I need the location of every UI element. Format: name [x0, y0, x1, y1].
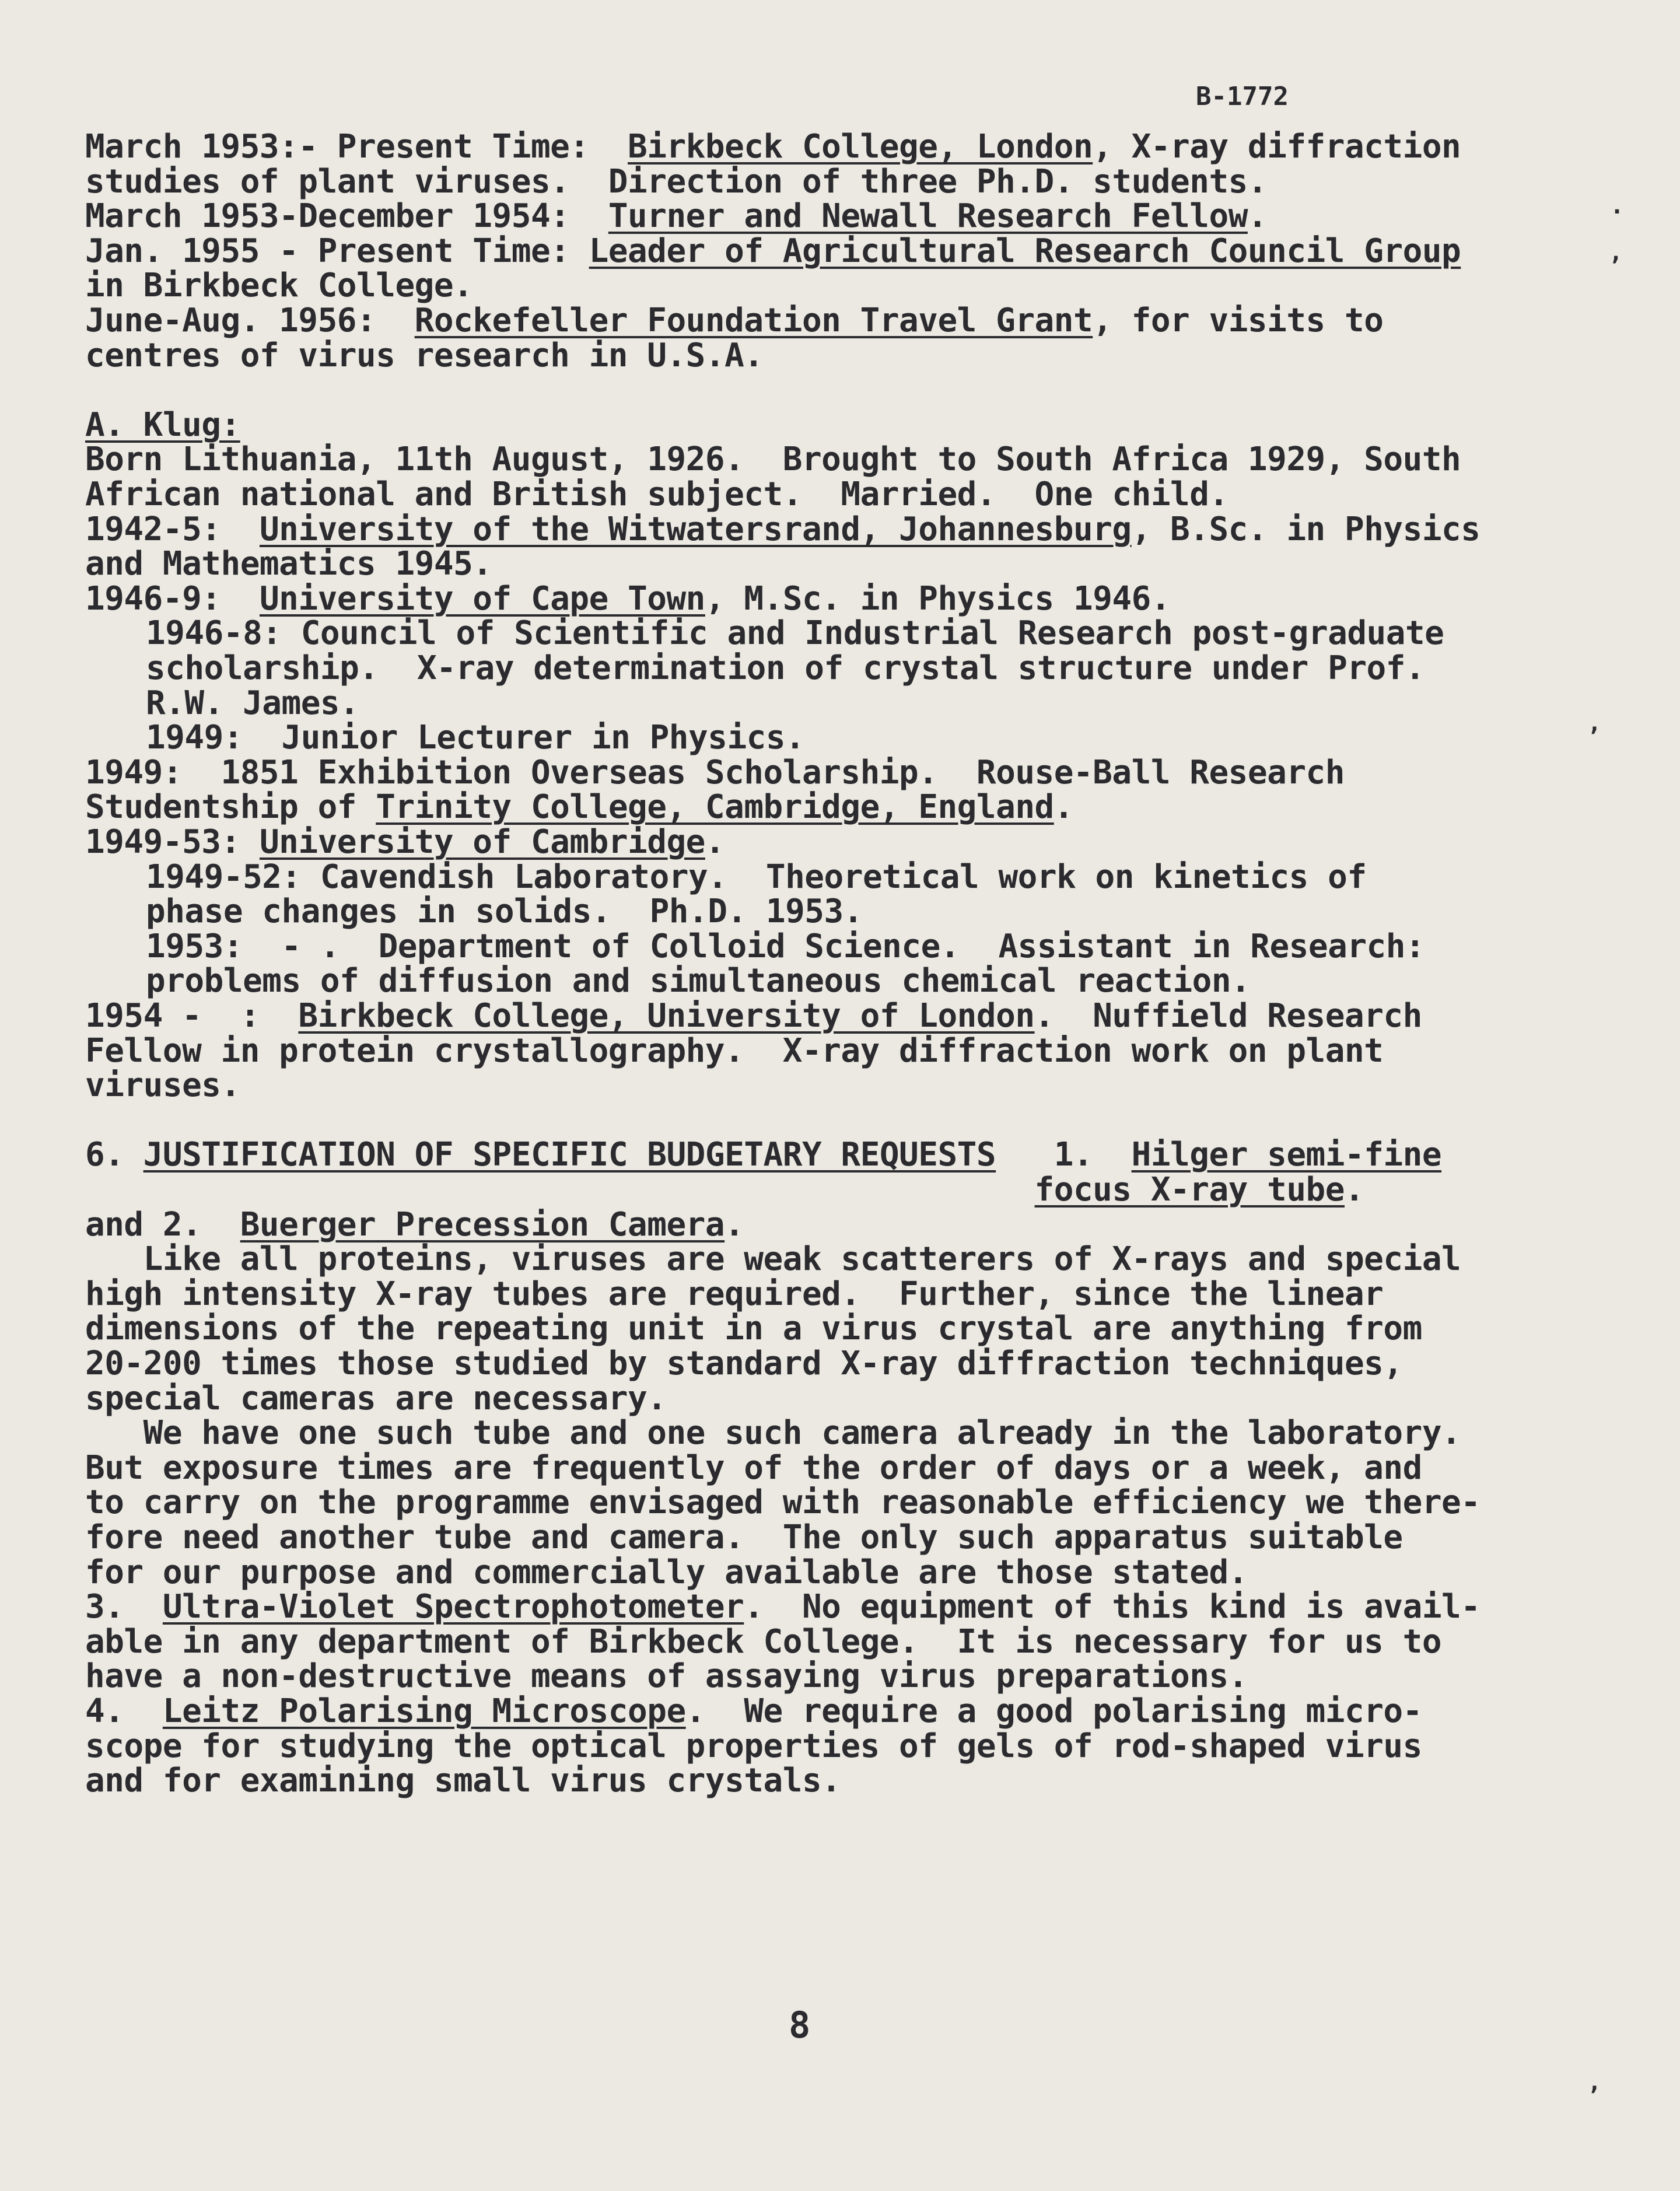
text-run: 1942-5: [85, 510, 260, 548]
text-line [85, 579, 1528, 618]
text-run: African national and British subject. Married. One child. [85, 475, 1228, 513]
text-run: Like all proteins, viruses are weak scatterers of X-rays and special [85, 1240, 1461, 1279]
text-line [146, 929, 1528, 964]
text-run: 1949-53: [85, 823, 260, 861]
text-run: 1946-9: [85, 579, 260, 618]
document-id: B-1772 [1196, 82, 1289, 111]
text-run: 3. [85, 1588, 163, 1626]
text-line [85, 790, 1528, 825]
text-run: studies of plant viruses. Direction of three Ph.D. students. [85, 162, 1268, 201]
text-run: high intensity X-ray tubes are required. Further, since the linear [85, 1275, 1384, 1313]
text-line [85, 1659, 1528, 1694]
text-run: R.W. James. [146, 684, 359, 722]
text-line [85, 1172, 1528, 1208]
text-run: , M.Sc. in Physics 1946. [705, 579, 1171, 618]
text-run: March 1953:- Present Time: [85, 128, 628, 166]
text-line [146, 616, 1528, 651]
underlined-text: Hilger semi-fine [1131, 1136, 1442, 1174]
text-run: We have one such tube and one such camera already in the laboratory. [85, 1414, 1461, 1452]
text-run: 1953: - . Department of Colloid Science. Assistant in Research: [146, 927, 1425, 965]
text-run: , B.Sc. in Physics [1131, 510, 1480, 548]
text-line [85, 1068, 1528, 1103]
text-line [85, 477, 1528, 512]
text-line [146, 651, 1528, 686]
text-run: scholarship. X-ray determination of crystal structure under Prof. [146, 649, 1425, 687]
text-line [85, 1694, 1528, 1729]
text-line [85, 547, 1528, 582]
text-run: 1954 - : [85, 997, 299, 1035]
underlined-text: Buerger Precession Camera [240, 1205, 725, 1244]
text-run: 1949: Junior Lecturer in Physics. [146, 719, 805, 757]
underlined-text: focus X-ray tube [1034, 1171, 1345, 1209]
underlined-text: JUSTIFICATION OF SPECIFIC BUDGETARY REQUESTS [143, 1136, 996, 1174]
text-line [85, 199, 1528, 234]
text-line [85, 755, 1528, 790]
underlined-text: Ultra-Violet Spectrophotometer [162, 1588, 744, 1626]
page-number: 8 [789, 2004, 811, 2046]
text-run: 1. [996, 1136, 1132, 1174]
text-run: March 1953-December 1954: [85, 197, 608, 236]
text-run: and for examining small virus crystals. [85, 1762, 841, 1800]
text-run: . We require a good polarising micro- [685, 1692, 1422, 1730]
text-run: for our purpose and commercially available are those stated. [85, 1553, 1248, 1591]
text-line [85, 268, 1528, 303]
margin-mark: . [1610, 192, 1625, 219]
text-run: special cameras are necessary. [85, 1379, 667, 1418]
text-run [85, 1171, 1035, 1209]
text-run: in Birkbeck College. [85, 267, 473, 305]
text-run: . [705, 823, 725, 861]
text-run: . No equipment of this kind is avail- [744, 1588, 1480, 1626]
text-line [85, 1138, 1528, 1172]
margin-mark: ’ [1587, 723, 1601, 750]
text-line [146, 964, 1528, 999]
text-line [85, 303, 1528, 338]
text-run: phase changes in solids. Ph.D. 1953. [146, 892, 863, 931]
text-line [85, 1763, 1528, 1798]
text-line [146, 686, 1528, 721]
underlined-text: A. Klug: [85, 405, 240, 444]
text-run: 1949-52: Cavendish Laboratory. Theoretical work on kinetics of [146, 858, 1367, 896]
text-line [85, 338, 1528, 373]
text-line [85, 1590, 1528, 1625]
text-run: dimensions of the repeating unit in a virus crystal are anything from [85, 1310, 1422, 1348]
text-line [85, 512, 1528, 547]
underlined-text: University of Cape Town [259, 579, 705, 618]
text-run: Jan. 1955 - Present Time: [85, 232, 589, 270]
text-line [85, 1381, 1528, 1416]
text-run: 6. [85, 1136, 144, 1174]
text-line [85, 164, 1528, 200]
text-run: viruses. [85, 1066, 240, 1105]
text-run: . Nuffield Research [1034, 997, 1422, 1035]
text-run: 1949: 1851 Exhibition Overseas Scholarship. Rouse-Ball Research [85, 753, 1345, 792]
text-line [85, 1311, 1528, 1346]
underlined-text: Rockefeller Foundation Travel Grant [414, 302, 1093, 340]
text-run: . [1054, 788, 1073, 827]
text-run: 4. [85, 1692, 163, 1730]
text-line [85, 825, 1528, 860]
text-run: able in any department of Birkbeck College. It is necessary for us to [85, 1622, 1442, 1661]
text-run: Fellow in protein crystallography. X-ray diffraction work on plant [85, 1031, 1384, 1070]
underlined-text: Birkbeck College, London [628, 128, 1093, 166]
underlined-text: Birkbeck College, University of London [298, 997, 1035, 1035]
text-run: Born Lithuania, 11th August, 1926. Brought to South Africa 1929, South [85, 440, 1461, 479]
text-run: , for visits to [1093, 302, 1384, 340]
text-line [85, 1448, 1528, 1487]
text-run: June-Aug. 1956: [85, 302, 415, 340]
text-run: and 2. [85, 1205, 240, 1244]
text-run: have a non-destructive means of assaying virus preparations. [85, 1657, 1248, 1696]
text-run: , X-ray diffraction [1093, 128, 1461, 166]
text-line [85, 999, 1528, 1034]
text-line [85, 1622, 1528, 1661]
underlined-text: Trinity College, Cambridge, England [376, 788, 1054, 827]
text-line [85, 1416, 1528, 1451]
text-run: to carry on the programme envisaged with reasonable efficiency we there- [85, 1483, 1480, 1522]
text-run: fore need another tube and camera. The only such apparatus suitable [85, 1518, 1403, 1556]
text-line [85, 442, 1528, 477]
underlined-text: Leader of Agricultural Research Council Group [589, 232, 1461, 270]
text-run: . [1247, 197, 1268, 236]
text-line [85, 1031, 1528, 1070]
text-run: . [724, 1205, 744, 1244]
text-run: 1946-8: Council of Scientific and Industrial Research post-graduate [146, 614, 1444, 653]
text-run: centres of virus research in U.S.A. [85, 336, 764, 374]
text-run: and Mathematics 1945. [85, 545, 492, 583]
text-line [85, 1729, 1528, 1764]
text-run: problems of diffusion and simultaneous chemical reaction. [146, 962, 1251, 1000]
text-run: . [1344, 1171, 1364, 1209]
underlined-text: University of the Witwatersrand, Johannesburg [259, 510, 1132, 548]
text-run: 20-200 times those studied by standard X-ray diffraction techniques, [85, 1345, 1403, 1382]
text-line [85, 1485, 1528, 1520]
text-line [85, 405, 1528, 444]
underlined-text: University of Cambridge [259, 823, 705, 861]
text-line [85, 1242, 1528, 1277]
text-run: Studentship of [85, 788, 376, 827]
underlined-text: Leitz Polarising Microscope [162, 1692, 686, 1730]
text-run: scope for studying the optical properties of gels of rod-shaped virus [85, 1727, 1422, 1765]
text-line [146, 720, 1528, 755]
margin-mark: , [1609, 239, 1623, 266]
text-line [146, 860, 1528, 895]
text-line [85, 1277, 1528, 1312]
text-run: But exposure times are frequently of the order of days or a week, and [85, 1448, 1422, 1487]
text-line [146, 894, 1528, 929]
text-line [85, 234, 1528, 269]
text-line [85, 1520, 1528, 1555]
text-line [85, 1555, 1528, 1590]
text-line [85, 1205, 1528, 1244]
text-line [85, 1346, 1528, 1381]
margin-mark: ’ [1587, 2082, 1601, 2109]
text-line [85, 130, 1528, 164]
underlined-text: Turner and Newall Research Fellow [608, 197, 1248, 236]
